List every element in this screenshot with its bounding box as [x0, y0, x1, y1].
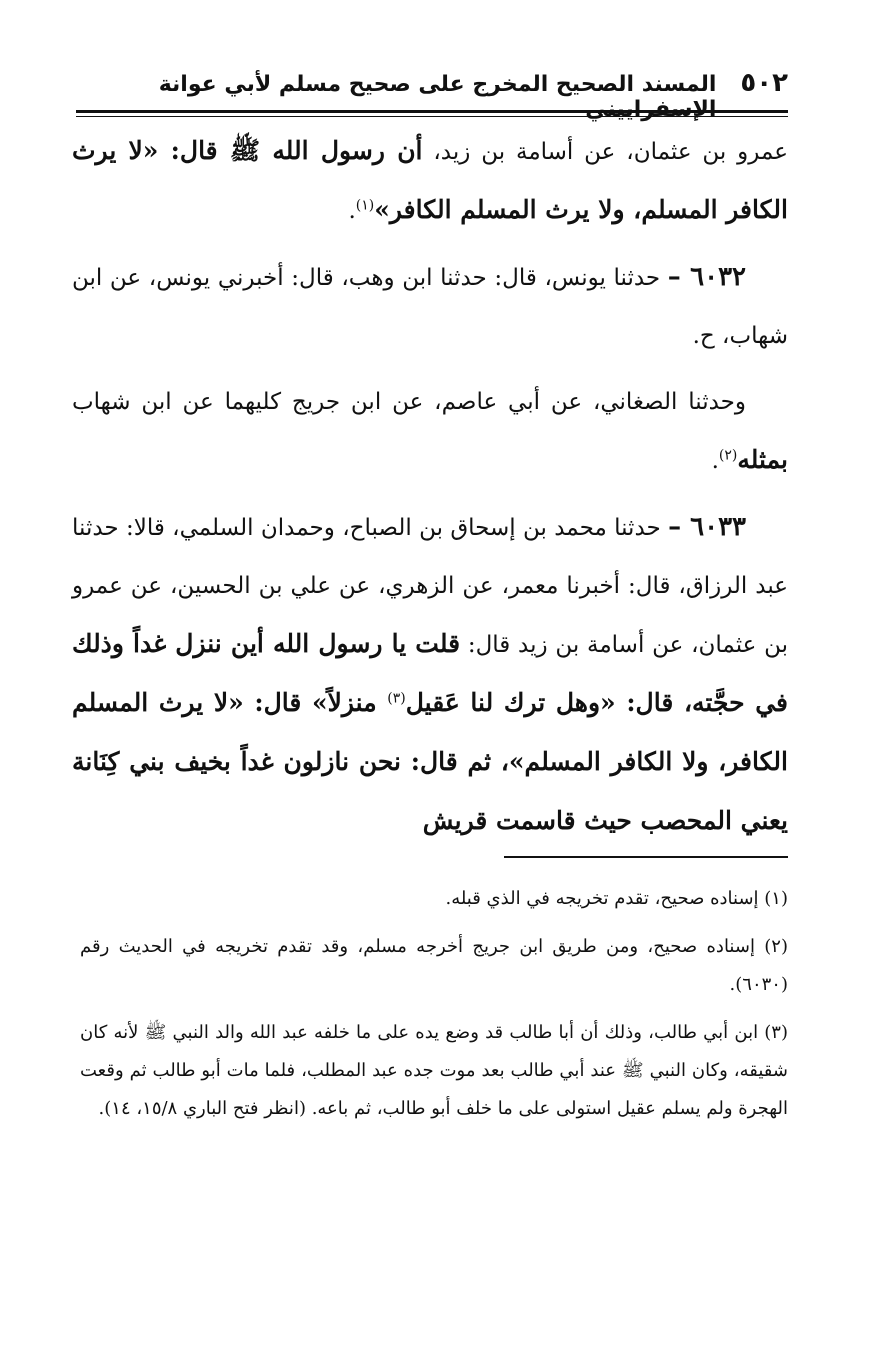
footnote-ref-1: (١): [355, 197, 375, 214]
hadith-continuation: عمرو بن عثمان، عن أسامة بن زيد، أن رسول الله ﷺ قال: «لا يرث الكافر المسلم، ولا يرث المسلم الكافر»$^{(١)}$.: [72, 136, 788, 224]
main-text: [72, 122, 788, 851]
hadith-6032: ٦٠٣٢ – حدثنا يونس، قال: حدثنا ابن وهب، قال: أخبرني يونس، عن ابن شهاب، ح.: [72, 262, 788, 349]
hadith-6032-chain: وحدثنا الصغاني، عن أبي عاصم، عن ابن جريج كليهما عن ابن شهاب بمثله$^{(٢)}$.: [72, 389, 788, 474]
header-divider: [76, 110, 788, 117]
footnote-ref-3: (٣): [387, 690, 406, 707]
footnote-2: (٢) إسناده صحيح، ومن طريق ابن جريج أخرجه مسلم، وقد تقدم تخريجه في الحديث رقم (٦٠٣٠).: [80, 936, 788, 995]
footnotes: [80, 880, 788, 1138]
footnote-1: (١) إسناده صحيح، تقدم تخريجه في الذي قبله.: [445, 888, 788, 909]
page-number: ٥٠٢: [740, 68, 788, 98]
running-title: المسند الصحيح المخرج على صحيح مسلم لأبي عوانة الإسفراييني: [158, 72, 717, 122]
footnote-3: (٣) ابن أبي طالب، وذلك أن أبا طالب قد وضع يده على ما خلفه عبد الله والد النبي ﷺ لأنه كان شقيقه، وكان النبي ﷺ عند أبي طالب بعد موت جده عبد المطلب، فلما مات أبو طالب ثم وقعت الهجرة ولم يسلم عقيل استولى على ما خلف أبو طالب، ثم باعه. (انظر فتح الباري ١٥/٨، ١٤).: [80, 1022, 788, 1119]
hadith-6033: ٦٠٣٣ – حدثنا محمد بن إسحاق بن الصباح، وحمدان السلمي، قالا: حدثنا عبد الرزاق، قال: أخبرنا معمر، عن الزهري، عن علي بن الحسين، عن عمرو بن عثمان، عن أسامة بن زيد قال: قلت يا رسول الله أين ننزل غداً وذلك في حجَّته، قال: «وهل ترك لنا عَقيل$^{(٣)}$ منزلاً» قال: «لا يرث المسلم الكافر، ولا الكافر المسلم»، ثم قال: نحن نازلون غداً بخيف بني كِنَانة يعني المحصب حيث قاسمت قريش: [72, 512, 789, 835]
footnote-divider: [504, 856, 788, 858]
hadith-number: ٦٠٣٣ –: [668, 512, 746, 542]
footnote-ref-2: (٢): [718, 447, 738, 464]
hadith-number: ٦٠٣٢ –: [667, 262, 747, 292]
